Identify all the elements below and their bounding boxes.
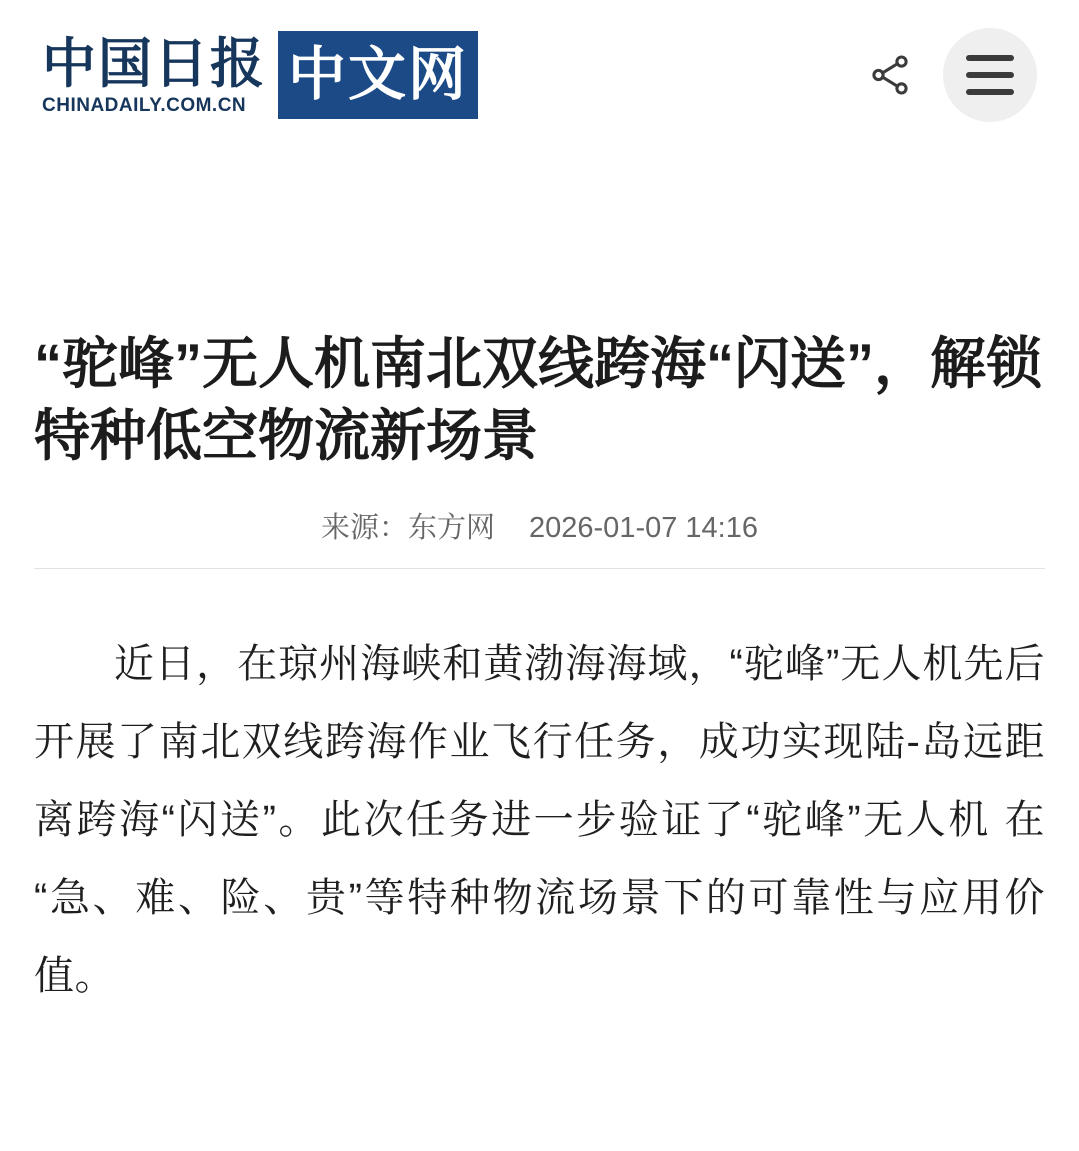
article-title: “驼峰”无人机南北双线跨海“闪送”，解锁特种低空物流新场景 [34,332,1042,467]
menu-button[interactable] [943,28,1037,122]
share-button[interactable] [863,48,917,102]
article-source: 来源：东方网 [321,512,496,545]
hamburger-icon-line-2 [966,72,1014,78]
article-meta [34,505,1045,569]
hamburger-icon-line-1 [966,55,1014,61]
logo-text-block [42,30,266,116]
hamburger-icon-line-3 [966,89,1014,95]
logo-chinese-name: 中国日报 [42,30,266,95]
logo-domain-text: CHINADAILY.COM.CN [42,94,247,116]
article-paragraph: 近日，在琼州海峡和黄渤海海域，“驼峰”无人机先后开展了南北双线跨海作业飞行任务，成功实现陆-岛远距离跨海“闪送”。此次任务进一步验证了“驼峰”无人机 在“急、难、险、贵”等特种物流场景下的可靠性与应用价值。 [34,642,1045,999]
header-actions [863,28,1037,122]
logo-badge-chinese-site: 中文网 [278,31,478,119]
site-header [0,0,1079,150]
share-icon [867,52,913,98]
article-container [0,328,1079,1015]
site-logo[interactable] [42,31,478,119]
article-timestamp: 2026-01-07 14:16 [529,512,758,545]
